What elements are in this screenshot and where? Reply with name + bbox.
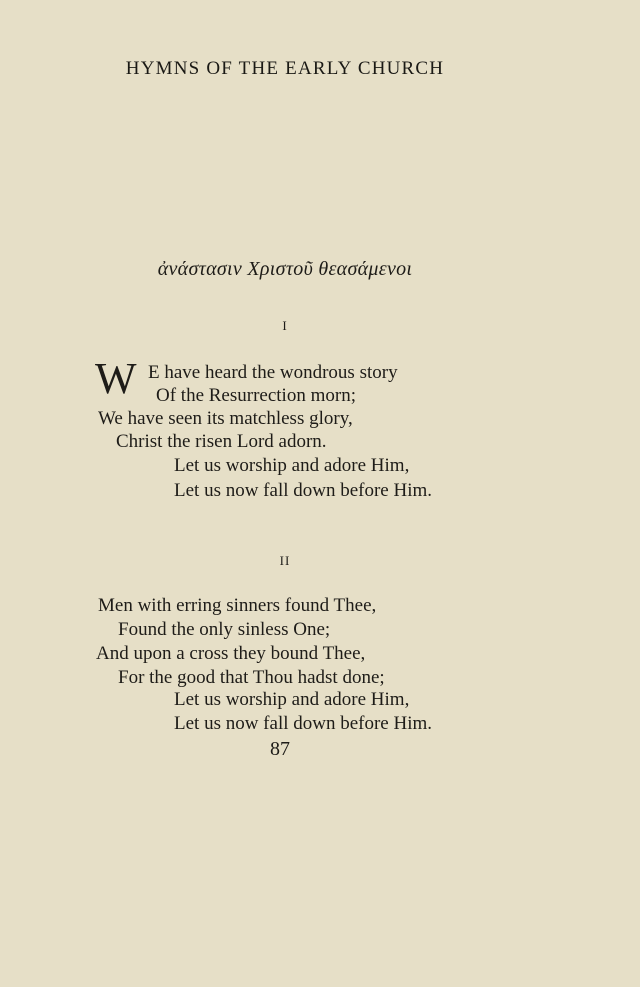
- verse-line: Let us now fall down before Him.: [174, 713, 433, 734]
- verse-line: Of the Resurrection morn;: [156, 385, 356, 406]
- verse-line: For the good that Thou hadst done;: [118, 667, 385, 688]
- running-head: HYMNS OF THE EARLY CHURCH: [125, 58, 445, 79]
- verse-line: Let us worship and adore Him,: [174, 455, 410, 476]
- verse-line: Christ the risen Lord adorn.: [116, 431, 327, 452]
- page-number: 87: [270, 738, 290, 760]
- section-numeral-1: I: [282, 318, 288, 333]
- greek-epigraph: ἀνάστασιν Χριστοῦ θεασάμενοι: [157, 258, 413, 280]
- section-numeral-2: II: [279, 553, 291, 568]
- verse-line: E have heard the wondrous story: [148, 362, 398, 383]
- verse-line: Men with erring sinners found Thee,: [98, 595, 377, 616]
- verse-line: Found the only sinless One;: [118, 619, 331, 640]
- drop-cap: W: [95, 354, 137, 403]
- verse-line: We have seen its matchless glory,: [98, 408, 353, 429]
- verse-line: And upon a cross they bound Thee,: [96, 643, 366, 664]
- verse-line: Let us worship and adore Him,: [174, 689, 410, 710]
- verse-line: Let us now fall down before Him.: [174, 480, 433, 501]
